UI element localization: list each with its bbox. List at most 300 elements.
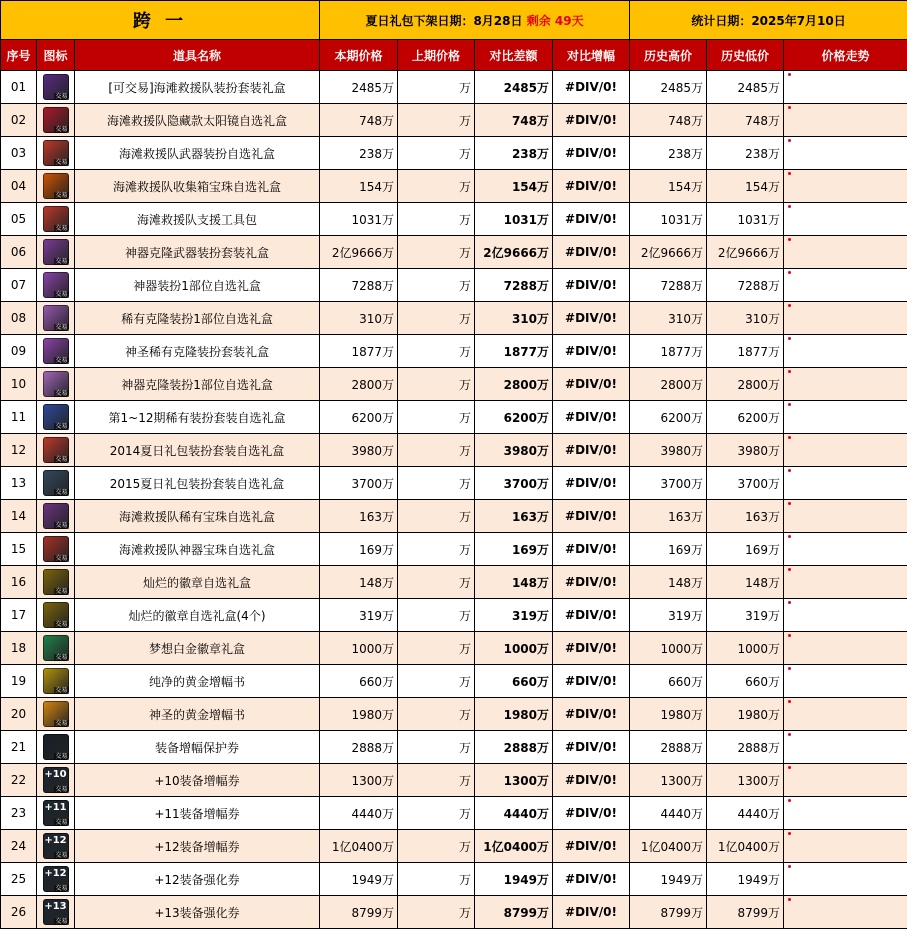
- history-high: 3700万: [630, 467, 707, 500]
- col-header-current: 本期价格: [320, 40, 398, 71]
- col-header-low: 历史低价: [707, 40, 784, 71]
- row-icon: [37, 104, 75, 137]
- icon-glyph: +12: [44, 835, 67, 846]
- title-bar: [1, 1, 907, 40]
- trend-marker-icon: [788, 469, 791, 472]
- current-price: 2800万: [320, 368, 398, 401]
- history-low: 6200万: [707, 401, 784, 434]
- tradeable-badge: 交易: [55, 258, 68, 265]
- table-row: [1, 203, 907, 236]
- history-high: 1300万: [630, 764, 707, 797]
- price-trend: [784, 236, 907, 269]
- row-index: 11: [1, 401, 37, 434]
- previous-price: 万: [398, 896, 475, 929]
- previous-price: 万: [398, 698, 475, 731]
- price-diff: 7288万: [475, 269, 553, 302]
- row-icon: [37, 302, 75, 335]
- current-price: 4440万: [320, 797, 398, 830]
- price-change-pct: #DIV/0!: [553, 467, 630, 500]
- history-high: 154万: [630, 170, 707, 203]
- price-diff: 1亿0400万: [475, 830, 553, 863]
- price-change-pct: #DIV/0!: [553, 269, 630, 302]
- tradeable-badge: 交易: [55, 555, 68, 562]
- artifact-clone-icon: [43, 371, 69, 397]
- previous-price: 万: [398, 368, 475, 401]
- history-low: 1亿0400万: [707, 830, 784, 863]
- table-row: [1, 368, 907, 401]
- previous-price: 万: [398, 665, 475, 698]
- trend-marker-icon: [788, 733, 791, 736]
- item-name: 海滩救援队稀有宝珠自选礼盒: [75, 500, 320, 533]
- gift-box-icon: [43, 74, 69, 100]
- price-change-pct: #DIV/0!: [553, 566, 630, 599]
- history-high: 8799万: [630, 896, 707, 929]
- tradeable-badge: 交易: [55, 687, 68, 694]
- tradeable-badge: 交易: [55, 852, 68, 859]
- tradeable-badge: 交易: [55, 423, 68, 430]
- row-index: 19: [1, 665, 37, 698]
- previous-price: 万: [398, 104, 475, 137]
- price-diff: 319万: [475, 599, 553, 632]
- item-name: [可交易]海滩救援队装扮套装礼盒: [75, 71, 320, 104]
- history-high: 2888万: [630, 731, 707, 764]
- price-diff: 1000万: [475, 632, 553, 665]
- price-change-pct: #DIV/0!: [553, 599, 630, 632]
- row-icon: [37, 764, 75, 797]
- enhance-12-icon: [43, 866, 69, 892]
- row-icon: [37, 797, 75, 830]
- previous-price: 万: [398, 203, 475, 236]
- gold-book-icon: [43, 668, 69, 694]
- row-icon: [37, 434, 75, 467]
- row-index: 16: [1, 566, 37, 599]
- history-high: 148万: [630, 566, 707, 599]
- row-icon: [37, 500, 75, 533]
- trend-marker-icon: [788, 139, 791, 142]
- orb-box-icon: [43, 173, 69, 199]
- item-name: +13装备强化券: [75, 896, 320, 929]
- price-trend: [784, 368, 907, 401]
- season-box-icon: [43, 404, 69, 430]
- tradeable-badge: 交易: [55, 93, 68, 100]
- rare-clone-icon: [43, 305, 69, 331]
- column-header-row: [1, 40, 907, 71]
- row-index: 23: [1, 797, 37, 830]
- price-diff: 3700万: [475, 467, 553, 500]
- trend-marker-icon: [788, 106, 791, 109]
- tradeable-badge: 交易: [55, 720, 68, 727]
- trend-marker-icon: [788, 502, 791, 505]
- table-row: [1, 302, 907, 335]
- price-change-pct: #DIV/0!: [553, 698, 630, 731]
- price-change-pct: #DIV/0!: [553, 401, 630, 434]
- history-low: 8799万: [707, 896, 784, 929]
- price-trend: [784, 203, 907, 236]
- row-icon: [37, 170, 75, 203]
- current-price: 660万: [320, 665, 398, 698]
- price-diff: 1949万: [475, 863, 553, 896]
- history-low: 7288万: [707, 269, 784, 302]
- emblem-box-4-icon: [43, 602, 69, 628]
- row-icon: [37, 203, 75, 236]
- history-low: 660万: [707, 665, 784, 698]
- price-change-pct: #DIV/0!: [553, 731, 630, 764]
- price-trend: [784, 467, 907, 500]
- row-index: 09: [1, 335, 37, 368]
- row-index: 21: [1, 731, 37, 764]
- price-diff: 238万: [475, 137, 553, 170]
- row-icon: [37, 599, 75, 632]
- table-row: [1, 137, 907, 170]
- history-low: 169万: [707, 533, 784, 566]
- sunglasses-box-icon: [43, 107, 69, 133]
- price-change-pct: #DIV/0!: [553, 665, 630, 698]
- row-icon: [37, 236, 75, 269]
- history-high: 7288万: [630, 269, 707, 302]
- col-header-diff: 对比差额: [475, 40, 553, 71]
- row-icon: [37, 467, 75, 500]
- table-body: [1, 71, 907, 929]
- price-trend: [784, 104, 907, 137]
- tradeable-badge: 交易: [55, 621, 68, 628]
- trend-marker-icon: [788, 238, 791, 241]
- history-low: 1300万: [707, 764, 784, 797]
- row-icon: [37, 533, 75, 566]
- item-name: +12装备强化券: [75, 863, 320, 896]
- tool-kit-icon: [43, 206, 69, 232]
- price-diff: 748万: [475, 104, 553, 137]
- row-icon: [37, 335, 75, 368]
- price-change-pct: #DIV/0!: [553, 170, 630, 203]
- holy-rare-clone-icon: [43, 338, 69, 364]
- price-trend: [784, 599, 907, 632]
- history-low: 310万: [707, 302, 784, 335]
- table-row: [1, 467, 907, 500]
- trend-marker-icon: [788, 898, 791, 901]
- price-change-pct: #DIV/0!: [553, 71, 630, 104]
- item-name: 海滩救援队隐藏款太阳镜自选礼盒: [75, 104, 320, 137]
- row-index: 06: [1, 236, 37, 269]
- icon-glyph: +12: [44, 868, 67, 879]
- current-price: 163万: [320, 500, 398, 533]
- table-row: [1, 434, 907, 467]
- enhance-13-icon: [43, 899, 69, 925]
- price-diff: 2亿9666万: [475, 236, 553, 269]
- row-icon: [37, 401, 75, 434]
- price-trend: [784, 533, 907, 566]
- trend-marker-icon: [788, 700, 791, 703]
- price-trend: [784, 500, 907, 533]
- row-index: 17: [1, 599, 37, 632]
- price-diff: 1031万: [475, 203, 553, 236]
- row-icon: [37, 896, 75, 929]
- current-price: 2888万: [320, 731, 398, 764]
- table-row: [1, 500, 907, 533]
- price-trend: [784, 269, 907, 302]
- price-diff: 169万: [475, 533, 553, 566]
- price-trend: [784, 170, 907, 203]
- current-price: 3980万: [320, 434, 398, 467]
- history-low: 238万: [707, 137, 784, 170]
- row-index: 22: [1, 764, 37, 797]
- history-low: 3980万: [707, 434, 784, 467]
- icon-glyph: +11: [44, 802, 67, 813]
- trend-marker-icon: [788, 667, 791, 670]
- price-diff: 154万: [475, 170, 553, 203]
- tradeable-badge: 交易: [55, 753, 68, 760]
- item-name: 海滩救援队支援工具包: [75, 203, 320, 236]
- item-name: 梦想白金徽章礼盒: [75, 632, 320, 665]
- tradeable-badge: 交易: [55, 918, 68, 925]
- price-trend: [784, 764, 907, 797]
- table-row: [1, 566, 907, 599]
- tradeable-badge: 交易: [55, 225, 68, 232]
- item-name: 纯净的黄金增幅书: [75, 665, 320, 698]
- trend-marker-icon: [788, 634, 791, 637]
- row-icon: [37, 632, 75, 665]
- previous-price: 万: [398, 731, 475, 764]
- price-change-pct: #DIV/0!: [553, 830, 630, 863]
- summer-2015-icon: [43, 470, 69, 496]
- price-trend: [784, 731, 907, 764]
- price-diff: 1980万: [475, 698, 553, 731]
- row-icon: [37, 731, 75, 764]
- previous-price: 万: [398, 335, 475, 368]
- previous-price: 万: [398, 236, 475, 269]
- table-row: [1, 764, 907, 797]
- row-index: 05: [1, 203, 37, 236]
- row-icon: [37, 665, 75, 698]
- price-diff: 2800万: [475, 368, 553, 401]
- current-price: 169万: [320, 533, 398, 566]
- current-price: 1031万: [320, 203, 398, 236]
- tradeable-badge: 交易: [55, 390, 68, 397]
- price-trend: [784, 863, 907, 896]
- history-low: 4440万: [707, 797, 784, 830]
- history-low: 1980万: [707, 698, 784, 731]
- item-name: 装备增幅保护券: [75, 731, 320, 764]
- history-high: 2800万: [630, 368, 707, 401]
- history-high: 2485万: [630, 71, 707, 104]
- price-change-pct: #DIV/0!: [553, 797, 630, 830]
- previous-price: 万: [398, 599, 475, 632]
- price-diff: 8799万: [475, 896, 553, 929]
- rare-orb-icon: [43, 503, 69, 529]
- item-name: 海滩救援队武器装扮自选礼盒: [75, 137, 320, 170]
- table-row: [1, 830, 907, 863]
- item-name: 神器克隆武器装扮套装礼盒: [75, 236, 320, 269]
- price-change-pct: #DIV/0!: [553, 500, 630, 533]
- row-index: 24: [1, 830, 37, 863]
- price-diff: 163万: [475, 500, 553, 533]
- current-price: 7288万: [320, 269, 398, 302]
- item-name: 灿烂的徽章自选礼盒: [75, 566, 320, 599]
- col-header-pct: 对比增幅: [553, 40, 630, 71]
- row-index: 14: [1, 500, 37, 533]
- price-change-pct: #DIV/0!: [553, 236, 630, 269]
- price-change-pct: #DIV/0!: [553, 137, 630, 170]
- protect-ticket-icon: [43, 734, 69, 760]
- tradeable-badge: 交易: [55, 654, 68, 661]
- price-change-pct: #DIV/0!: [553, 434, 630, 467]
- col-header-index: 序号: [1, 40, 37, 71]
- previous-price: 万: [398, 269, 475, 302]
- trend-marker-icon: [788, 271, 791, 274]
- table-row: [1, 731, 907, 764]
- col-header-previous: 上期价格: [398, 40, 475, 71]
- current-price: 1949万: [320, 863, 398, 896]
- price-trend: [784, 698, 907, 731]
- previous-price: 万: [398, 797, 475, 830]
- history-low: 2800万: [707, 368, 784, 401]
- item-name: 神器装扮1部位自选礼盒: [75, 269, 320, 302]
- trend-marker-icon: [788, 799, 791, 802]
- trend-marker-icon: [788, 337, 791, 340]
- table-row: [1, 863, 907, 896]
- trend-marker-icon: [788, 601, 791, 604]
- price-diff: 6200万: [475, 401, 553, 434]
- offline-date: [320, 1, 630, 40]
- history-high: 1亿0400万: [630, 830, 707, 863]
- price-change-pct: #DIV/0!: [553, 104, 630, 137]
- server-title: 跨 一: [1, 1, 320, 40]
- tradeable-badge: 交易: [55, 126, 68, 133]
- history-high: 169万: [630, 533, 707, 566]
- item-name: +10装备增幅券: [75, 764, 320, 797]
- amp-12-icon: [43, 833, 69, 859]
- trend-marker-icon: [788, 766, 791, 769]
- tradeable-badge: 交易: [55, 885, 68, 892]
- tradeable-badge: 交易: [55, 324, 68, 331]
- col-header-name: 道具名称: [75, 40, 320, 71]
- price-diff: 660万: [475, 665, 553, 698]
- row-index: 10: [1, 368, 37, 401]
- table-row: [1, 632, 907, 665]
- artifact-orb-icon: [43, 536, 69, 562]
- price-diff: 3980万: [475, 434, 553, 467]
- row-icon: [37, 368, 75, 401]
- history-high: 319万: [630, 599, 707, 632]
- amp-10-icon: [43, 767, 69, 793]
- tradeable-badge: 交易: [55, 357, 68, 364]
- table-row: [1, 896, 907, 929]
- current-price: 310万: [320, 302, 398, 335]
- previous-price: 万: [398, 71, 475, 104]
- icon-glyph: +13: [44, 901, 67, 912]
- price-trend: [784, 665, 907, 698]
- summer-2014-icon: [43, 437, 69, 463]
- price-trend: [784, 302, 907, 335]
- tradeable-badge: 交易: [55, 489, 68, 496]
- current-price: 1980万: [320, 698, 398, 731]
- price-trend: [784, 434, 907, 467]
- previous-price: 万: [398, 863, 475, 896]
- history-low: 148万: [707, 566, 784, 599]
- price-diff: 310万: [475, 302, 553, 335]
- stat-date: 统计日期：2025年7月10日: [630, 1, 907, 40]
- current-price: 1877万: [320, 335, 398, 368]
- history-high: 4440万: [630, 797, 707, 830]
- previous-price: 万: [398, 500, 475, 533]
- price-trend: [784, 830, 907, 863]
- item-name: 海滩救援队神器宝珠自选礼盒: [75, 533, 320, 566]
- current-price: 148万: [320, 566, 398, 599]
- tradeable-badge: 交易: [55, 456, 68, 463]
- row-index: 25: [1, 863, 37, 896]
- current-price: 8799万: [320, 896, 398, 929]
- history-low: 1000万: [707, 632, 784, 665]
- history-low: 748万: [707, 104, 784, 137]
- holy-gold-book-icon: [43, 701, 69, 727]
- price-diff: 1877万: [475, 335, 553, 368]
- tradeable-badge: 交易: [55, 819, 68, 826]
- history-high: 163万: [630, 500, 707, 533]
- item-name: 海滩救援队收集箱宝珠自选礼盒: [75, 170, 320, 203]
- price-change-pct: #DIV/0!: [553, 203, 630, 236]
- history-high: 310万: [630, 302, 707, 335]
- history-low: 163万: [707, 500, 784, 533]
- previous-price: 万: [398, 533, 475, 566]
- row-index: 08: [1, 302, 37, 335]
- history-low: 1949万: [707, 863, 784, 896]
- trend-marker-icon: [788, 205, 791, 208]
- item-name: 稀有克隆装扮1部位自选礼盒: [75, 302, 320, 335]
- price-change-pct: #DIV/0!: [553, 896, 630, 929]
- price-trend: [784, 632, 907, 665]
- offline-date-label: 夏日礼包下架日期：8月28日: [365, 13, 523, 28]
- price-change-pct: #DIV/0!: [553, 302, 630, 335]
- previous-price: 万: [398, 467, 475, 500]
- current-price: 2亿9666万: [320, 236, 398, 269]
- table-row: [1, 698, 907, 731]
- row-index: 12: [1, 434, 37, 467]
- history-high: 2亿9666万: [630, 236, 707, 269]
- row-icon: [37, 698, 75, 731]
- current-price: 319万: [320, 599, 398, 632]
- table-row: [1, 401, 907, 434]
- row-index: 26: [1, 896, 37, 929]
- current-price: 2485万: [320, 71, 398, 104]
- price-trend: [784, 335, 907, 368]
- history-high: 238万: [630, 137, 707, 170]
- price-change-pct: #DIV/0!: [553, 368, 630, 401]
- current-price: 238万: [320, 137, 398, 170]
- artifact-part-icon: [43, 272, 69, 298]
- trend-marker-icon: [788, 172, 791, 175]
- item-name: 神器克隆装扮1部位自选礼盒: [75, 368, 320, 401]
- row-index: 03: [1, 137, 37, 170]
- current-price: 1亿0400万: [320, 830, 398, 863]
- history-low: 154万: [707, 170, 784, 203]
- table-row: [1, 236, 907, 269]
- table-row: [1, 797, 907, 830]
- previous-price: 万: [398, 566, 475, 599]
- history-high: 1031万: [630, 203, 707, 236]
- table-row: [1, 170, 907, 203]
- emblem-box-icon: [43, 569, 69, 595]
- tradeable-badge: 交易: [55, 522, 68, 529]
- current-price: 3700万: [320, 467, 398, 500]
- row-icon: [37, 863, 75, 896]
- row-icon: [37, 269, 75, 302]
- row-icon: [37, 137, 75, 170]
- price-trend: [784, 71, 907, 104]
- price-trend: [784, 137, 907, 170]
- tradeable-badge: 交易: [55, 192, 68, 199]
- item-name: 神圣稀有克隆装扮套装礼盒: [75, 335, 320, 368]
- previous-price: 万: [398, 170, 475, 203]
- col-header-high: 历史高价: [630, 40, 707, 71]
